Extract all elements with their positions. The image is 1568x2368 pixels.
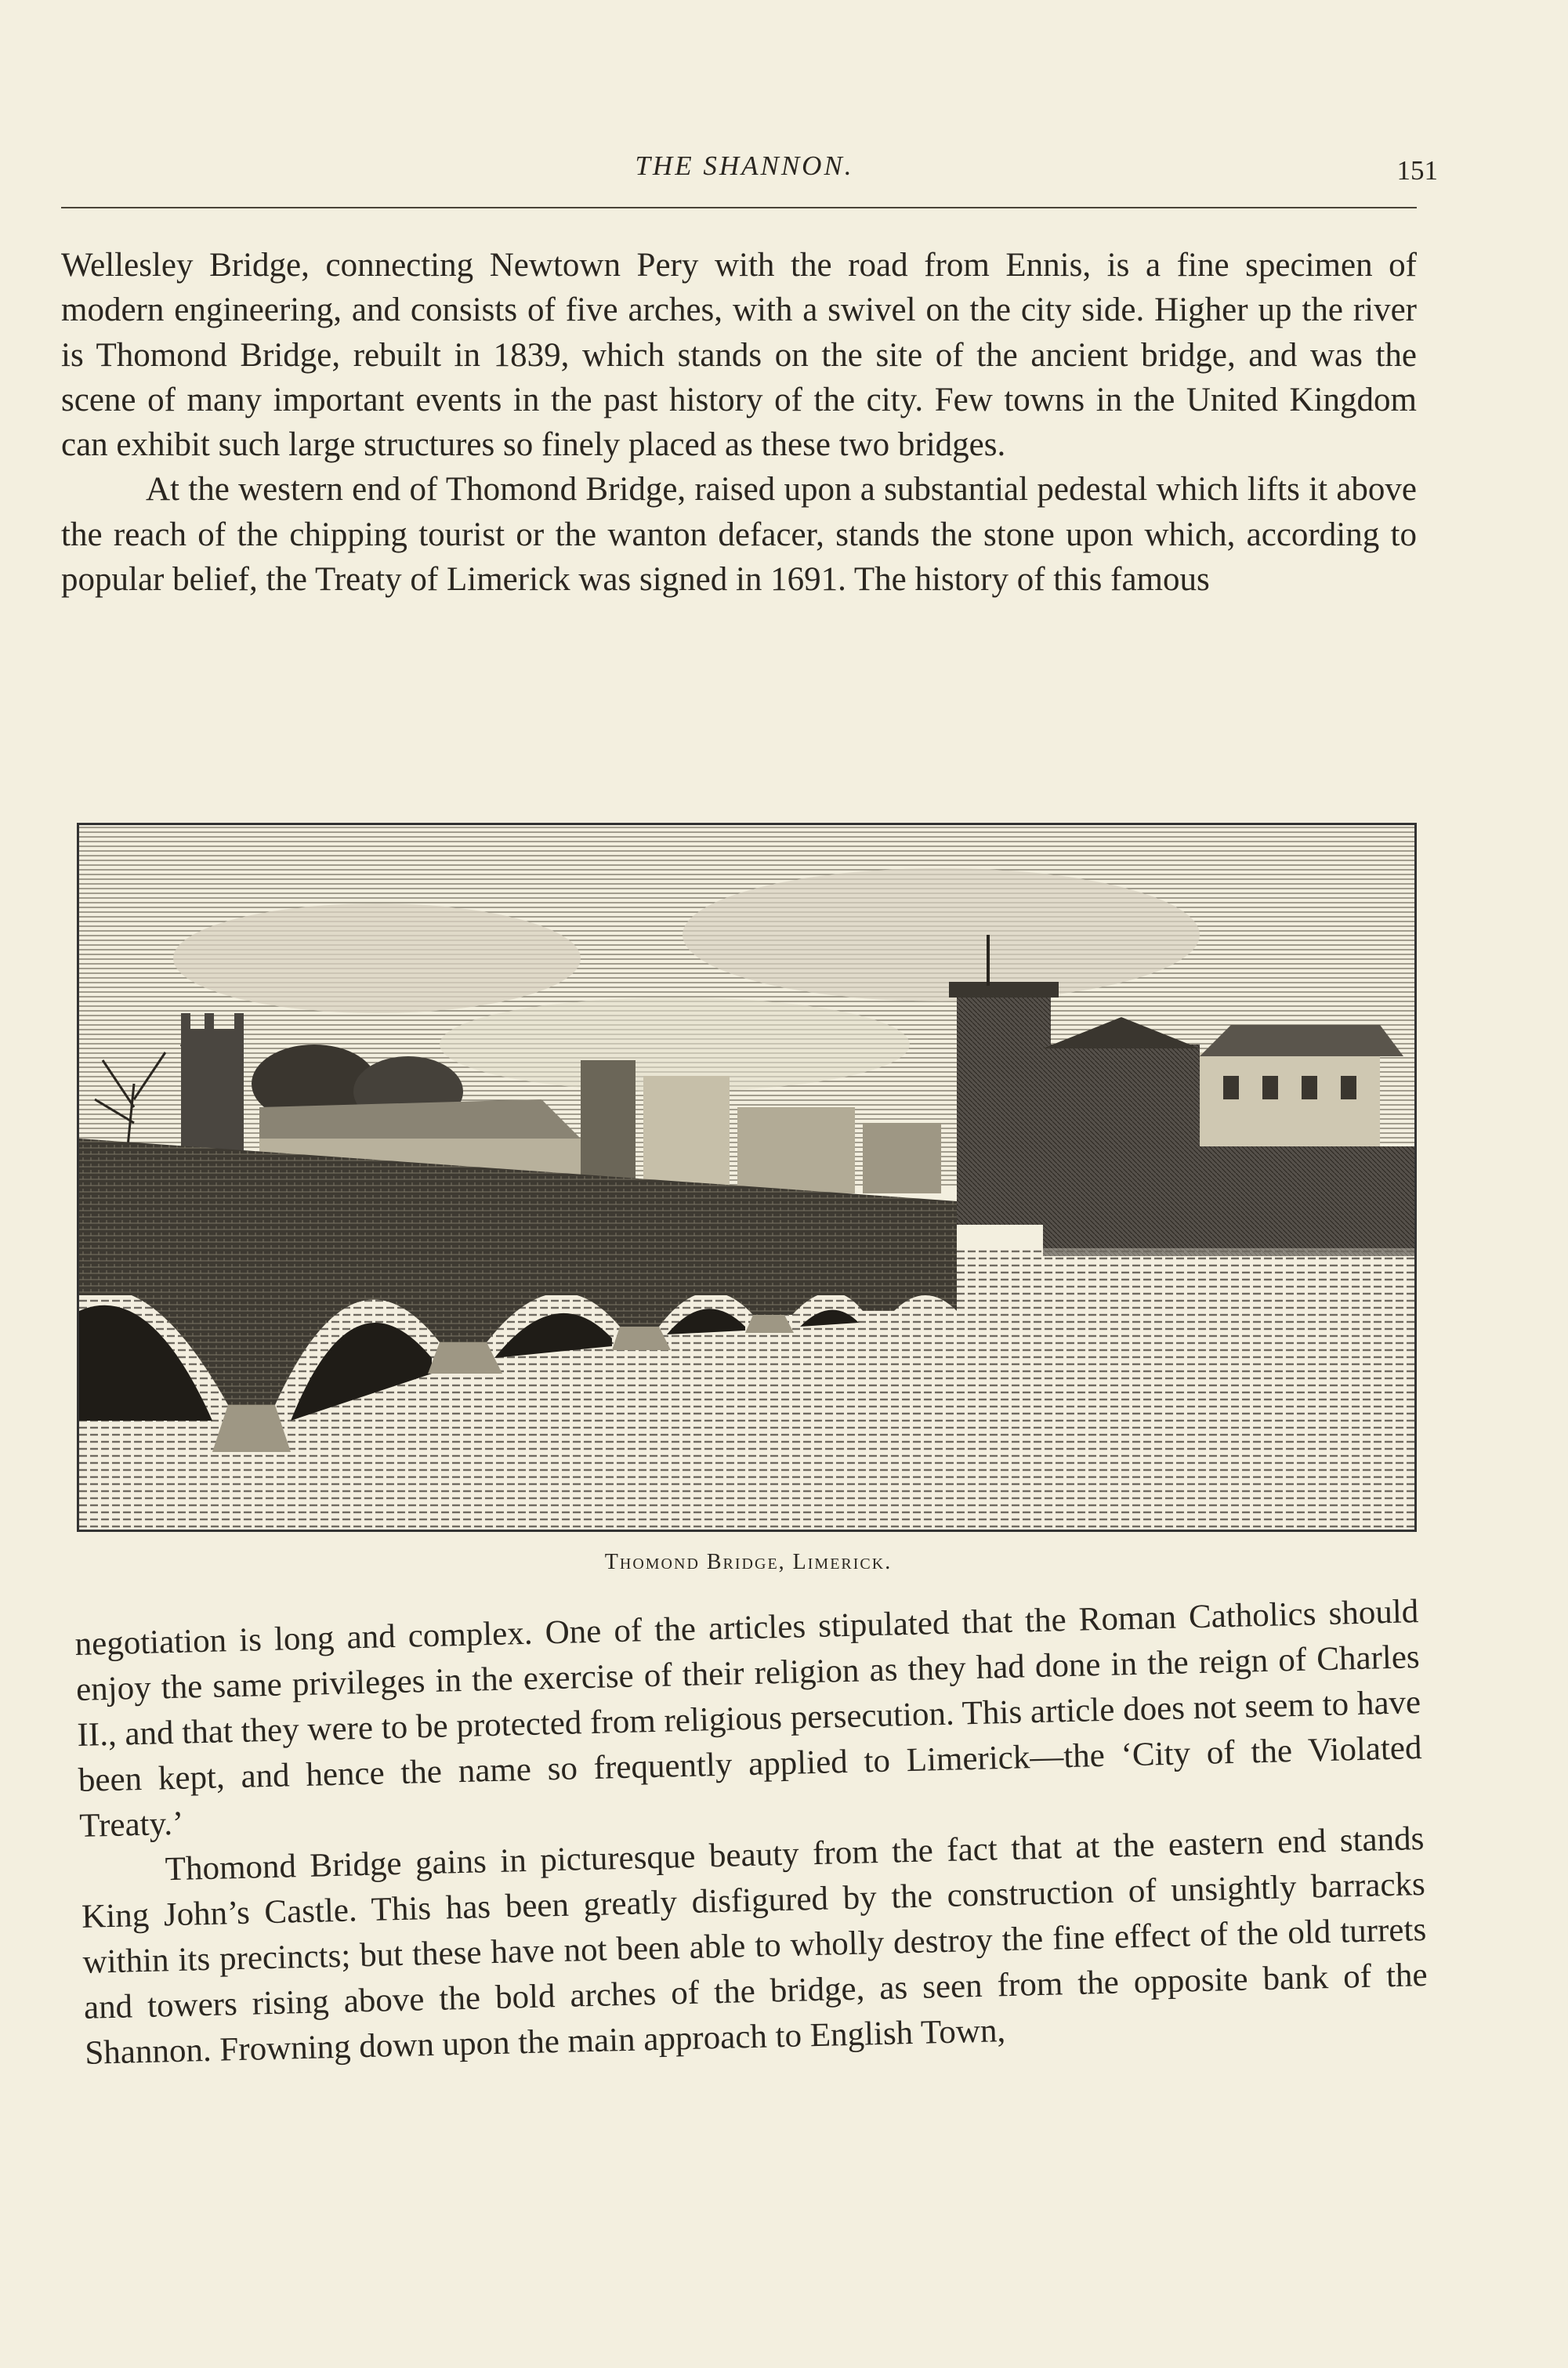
text-block-top <box>61 243 1417 602</box>
paragraph: At the western end of Thomond Bridge, raised upon a substantial pedestal which lifts it above the reach of the chipping tourist or the wanton defacer, stands the stone upon which, according to popular belief, the Treaty of Limerick was signed in 1691. The history of this famous <box>61 471 1417 599</box>
page-number: 151 <box>1396 155 1438 186</box>
paragraph: Wellesley Bridge, connecting Newtown Pery with the road from Ennis, is a fine specimen of modern engineering, and consists of five arches, with a swivel on the city side. Higher up the river is Thomond Bridge, rebuilt in 1839, which stands on the site of the ancient bridge, and was the scene of many important events in the past history of the city. Few towns in the United Kingdom can exhibit such large structures so finely placed as these two bridges. <box>61 247 1417 464</box>
thomond-bridge-engraving <box>79 825 1414 1530</box>
running-title: THE SHANNON. <box>635 150 854 181</box>
header-rule <box>61 207 1417 208</box>
text-block-bottom <box>74 1589 1429 2077</box>
castle-drum-tower <box>1043 1045 1200 1256</box>
illustration-caption: Thomond Bridge, Limerick. <box>604 1550 893 1574</box>
paragraph: negotiation is long and complex. One of the articles stipulated that the Roman Catholics should enjoy the same privileges in the exercise of their religion as they had done in the reign of Charles II., and that they were to be protected from religious persecution. This article does not seem to have been kept, and hence the name so frequently applied to Limerick—the ‘City of the Violated Treaty.’ <box>74 1593 1423 1845</box>
castle-tower <box>957 990 1051 1225</box>
paragraph: Thomond Bridge gains in picturesque beauty from the fact that at the eastern end stands King John’s Castle. This has been greatly disfigured by the construction of unsightly barracks within its precincts; but these have not been able to wholly destroy the fine effect of the old turrets and towers rising above the bold arches of the bridge, as seen from the opposite bank of the Shannon. Frowning down upon the main approach to English Town, <box>81 1820 1429 2072</box>
engraving-illustration <box>77 823 1417 1532</box>
